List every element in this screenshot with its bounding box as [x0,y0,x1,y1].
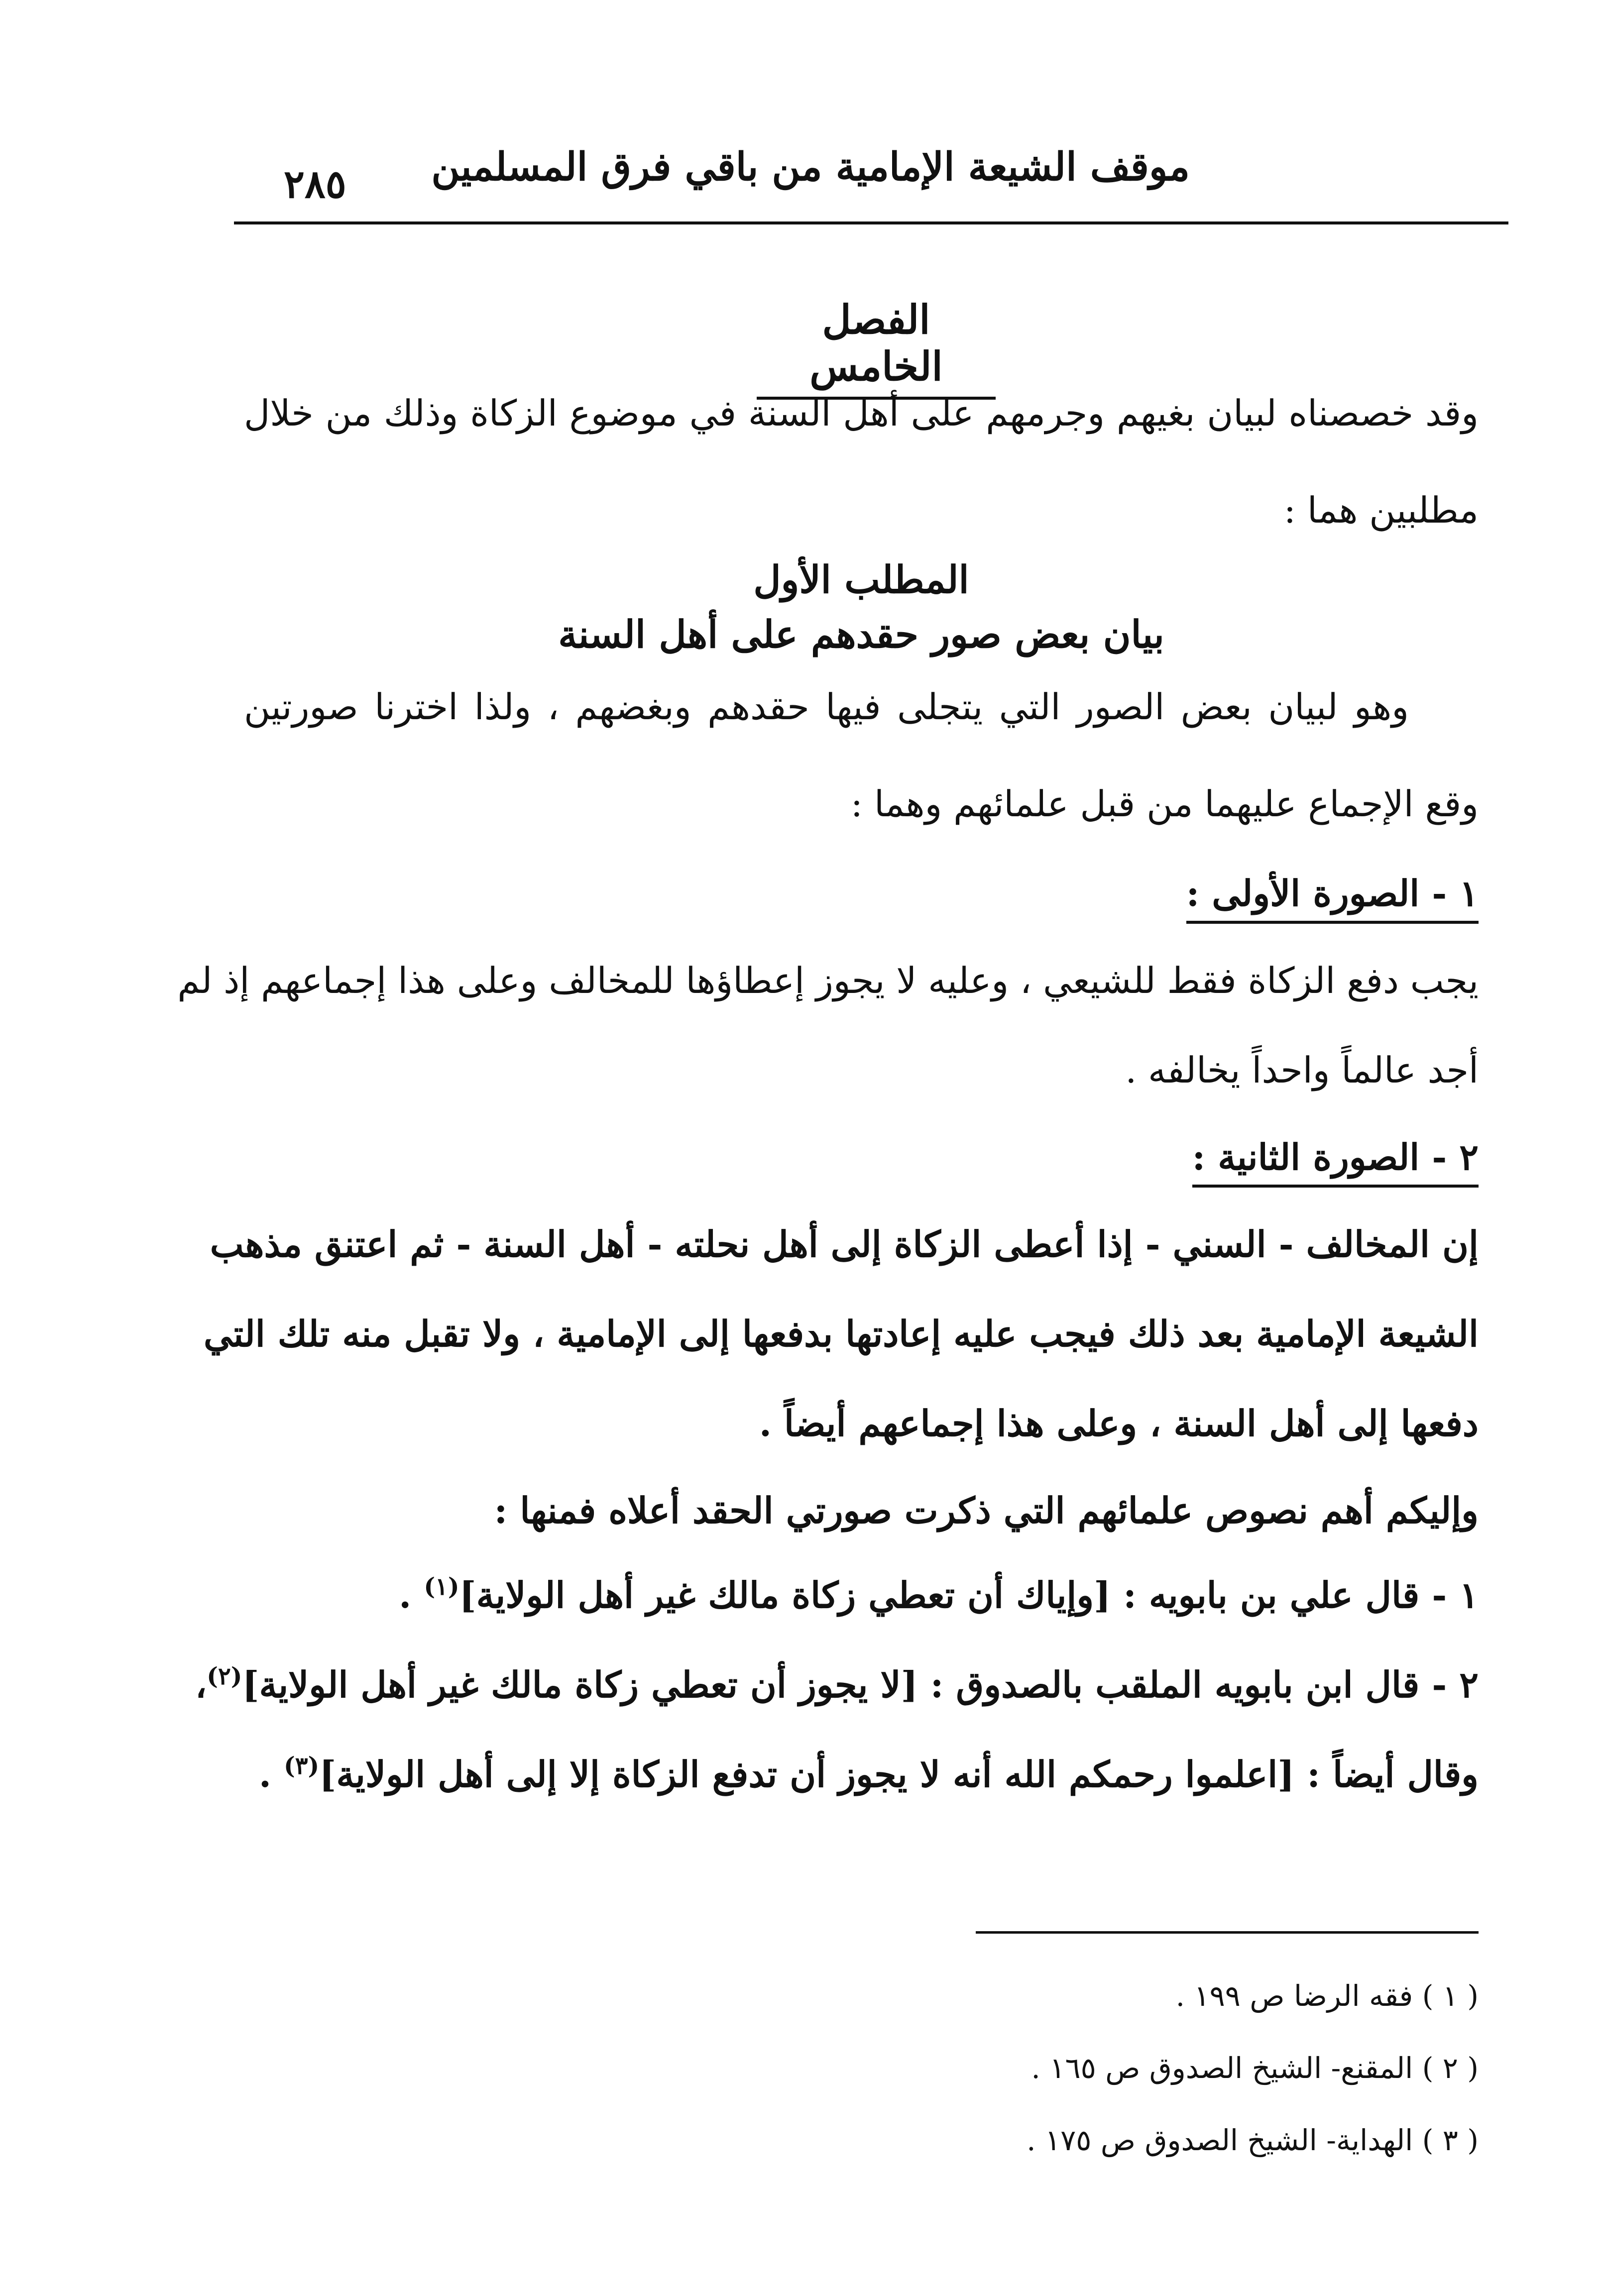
quote-2-end: ، [195,1663,207,1706]
quote-3-text: وقال أيضاً : [اعلموا رحمكم الله أنه لا يجوز أن تدفع الزكاة إلا إلى أهل الولاية] [319,1753,1479,1795]
page-header [234,134,1508,209]
chapter-title: الفصل الخامس [757,296,996,400]
chapter-intro-line: وقد خصصناه لبيان بغيهم وجرمهم على أهل السنة في موضوع الزكاة وذلك من خلال [244,392,1479,434]
chapter-intro-line: مطلبين هما : [1283,489,1479,531]
footnote-2: ( ٢ ) المقنع- الشيخ الصدوق ص ١٦٥ . [1031,2051,1479,2085]
quote-3-end: . [258,1753,284,1795]
section-paragraph-line: وقع الإجماع عليهما من قبل علمائهم وهما : [850,783,1479,825]
quote-2 [195,1655,1479,1715]
quote-3 [244,1745,1479,1804]
footnote-ref-2: (٢) [207,1662,242,1690]
image2-heading: ٢ - الصورة الثانية : [1192,1130,1479,1188]
image1-line: يجب دفع الزكاة فقط للشيعي ، وعليه لا يجوز إعطاؤها للمخالف وعلى هذا إجماعهم إذ لم [177,960,1479,1001]
footnote-1: ( ١ ) فقه الرضا ص ١٩٩ . [1175,1979,1479,2013]
quote-2-text: ٢ - قال ابن بابويه الملقب بالصدوق : [لا يجوز أن تعطي زكاة مالك غير أهل الولاية] [242,1663,1479,1706]
page-number: ٢٨٥ [284,162,346,207]
image2-line: إن المخالف - السني - إذا أعطى الزكاة إلى أهل نحلته - أهل السنة - ثم اعتنق مذهب [210,1223,1479,1265]
header-divider [234,221,1508,224]
footnote-divider [976,1931,1479,1934]
quote-1 [244,1565,1479,1625]
section-paragraph-line: وهو لبيان بعض الصور التي يتجلى فيها حقدهم وبغضهم ، ولذا اخترنا صورتين [244,686,1409,728]
image1-heading: ١ - الصورة الأولى : [1186,866,1479,924]
image2-line: دفعها إلى أهل السنة ، وعلى هذا إجماعهم أيضاً . [759,1402,1479,1444]
footnote-ref-3: (٣) [284,1752,320,1780]
image2-line: الشيعة الإمامية بعد ذلك فيجب عليه إعادتها بدفعها إلى الإمامية ، ولا تقبل منه تلك التي [204,1312,1479,1355]
running-title: موقف الشيعة الإمامية من باقي فرق المسلمين [431,144,1190,190]
quote-1-end: . [399,1574,424,1616]
image1-line: أجد عالماً واحداً يخالفه . [1125,1049,1479,1091]
section-subtitle: بيان بعض صور حقدهم على أهل السنة [558,612,1164,656]
texts-intro: وإليكم أهم نصوص علمائهم التي ذكرت صورتي الحقد أعلاه فمنها : [494,1489,1479,1531]
quote-1-text: ١ - قال علي بن بابويه : [وإياك أن تعطي زكاة مالك غير أهل الولاية] [459,1574,1479,1616]
footnote-ref-1: (١) [424,1573,459,1601]
section-title: المطلب الأول [753,557,969,602]
footnote-3: ( ٣ ) الهداية- الشيخ الصدوق ص ١٧٥ . [1027,2123,1479,2157]
